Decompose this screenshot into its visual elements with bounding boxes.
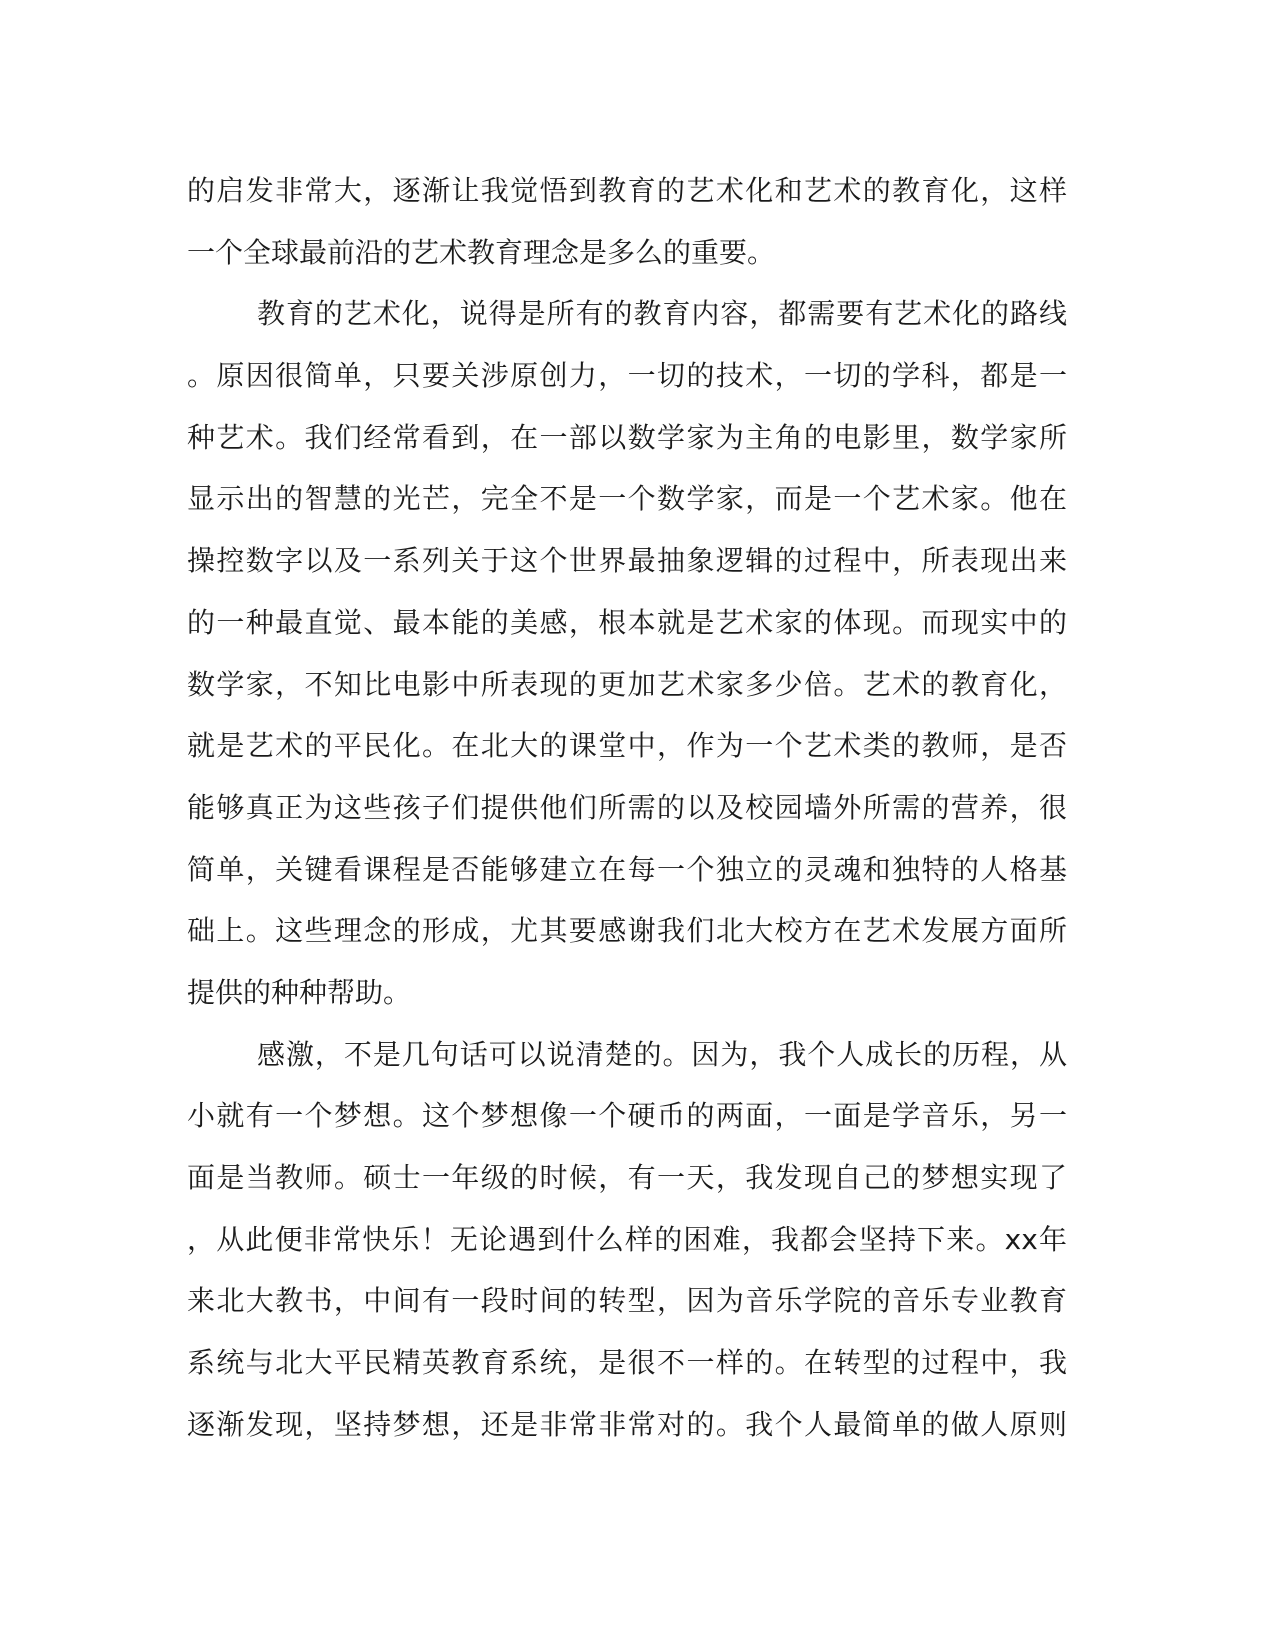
text-line: 逐渐发现，坚持梦想，还是非常非常对的。我个人最简单的做人原则 bbox=[187, 1407, 1067, 1441]
text-line: 就是艺术的平民化。在北大的课堂中，作为一个艺术类的教师，是否 bbox=[187, 729, 1067, 763]
text-line: 础上。这些理念的形成，尤其要感谢我们北大校方在艺术发展方面所 bbox=[187, 914, 1067, 948]
text-line: 来北大教书，中间有一段时间的转型，因为音乐学院的音乐专业教育 bbox=[187, 1284, 1067, 1318]
text-line: 提供的种种帮助。 bbox=[187, 975, 412, 1009]
text-line: 系统与北大平民精英教育系统，是很不一样的。在转型的过程中，我 bbox=[187, 1346, 1067, 1380]
text-line: 数学家，不知比电影中所表现的更加艺术家多少倍。艺术的教育化， bbox=[187, 667, 1067, 701]
paragraph-first-line: 教育的艺术化，说得是所有的教育内容，都需要有艺术化的路线 bbox=[257, 297, 1067, 331]
text-line: 显示出的智慧的光芒，完全不是一个数学家，而是一个艺术家。他在 bbox=[187, 482, 1067, 516]
paragraph-first-line: 感激，不是几句话可以说清楚的。因为，我个人成长的历程，从 bbox=[257, 1037, 1067, 1071]
text-line: 的一种最直觉、最本能的美感，根本就是艺术家的体现。而现实中的 bbox=[187, 605, 1067, 639]
text-line: 。原因很简单，只要关涉原创力，一切的技术，一切的学科，都是一 bbox=[187, 359, 1067, 393]
text-line: 种艺术。我们经常看到，在一部以数学家为主角的电影里，数学家所 bbox=[187, 420, 1067, 454]
text-line: 一个全球最前沿的艺术教育理念是多么的重要。 bbox=[187, 235, 776, 269]
text-line: 操控数字以及一系列关于这个世界最抽象逻辑的过程中，所表现出来 bbox=[187, 544, 1067, 578]
text-line: ，从此便非常快乐！无论遇到什么样的困难，我都会坚持下来。xx年 bbox=[187, 1222, 1067, 1256]
text-line: 面是当教师。硕士一年级的时候，有一天，我发现自己的梦想实现了 bbox=[187, 1161, 1067, 1194]
text-line: 简单，关键看课程是否能够建立在每一个独立的灵魂和独特的人格基 bbox=[187, 852, 1067, 886]
text-line: 小就有一个梦想。这个梦想像一个硬币的两面，一面是学音乐，另一 bbox=[187, 1099, 1067, 1133]
body-text bbox=[187, 160, 1067, 1455]
text-line: 能够真正为这些孩子们提供他们所需的以及校园墙外所需的营养，很 bbox=[187, 790, 1067, 824]
text-line: 的启发非常大，逐渐让我觉悟到教育的艺术化和艺术的教育化，这样 bbox=[187, 174, 1067, 207]
